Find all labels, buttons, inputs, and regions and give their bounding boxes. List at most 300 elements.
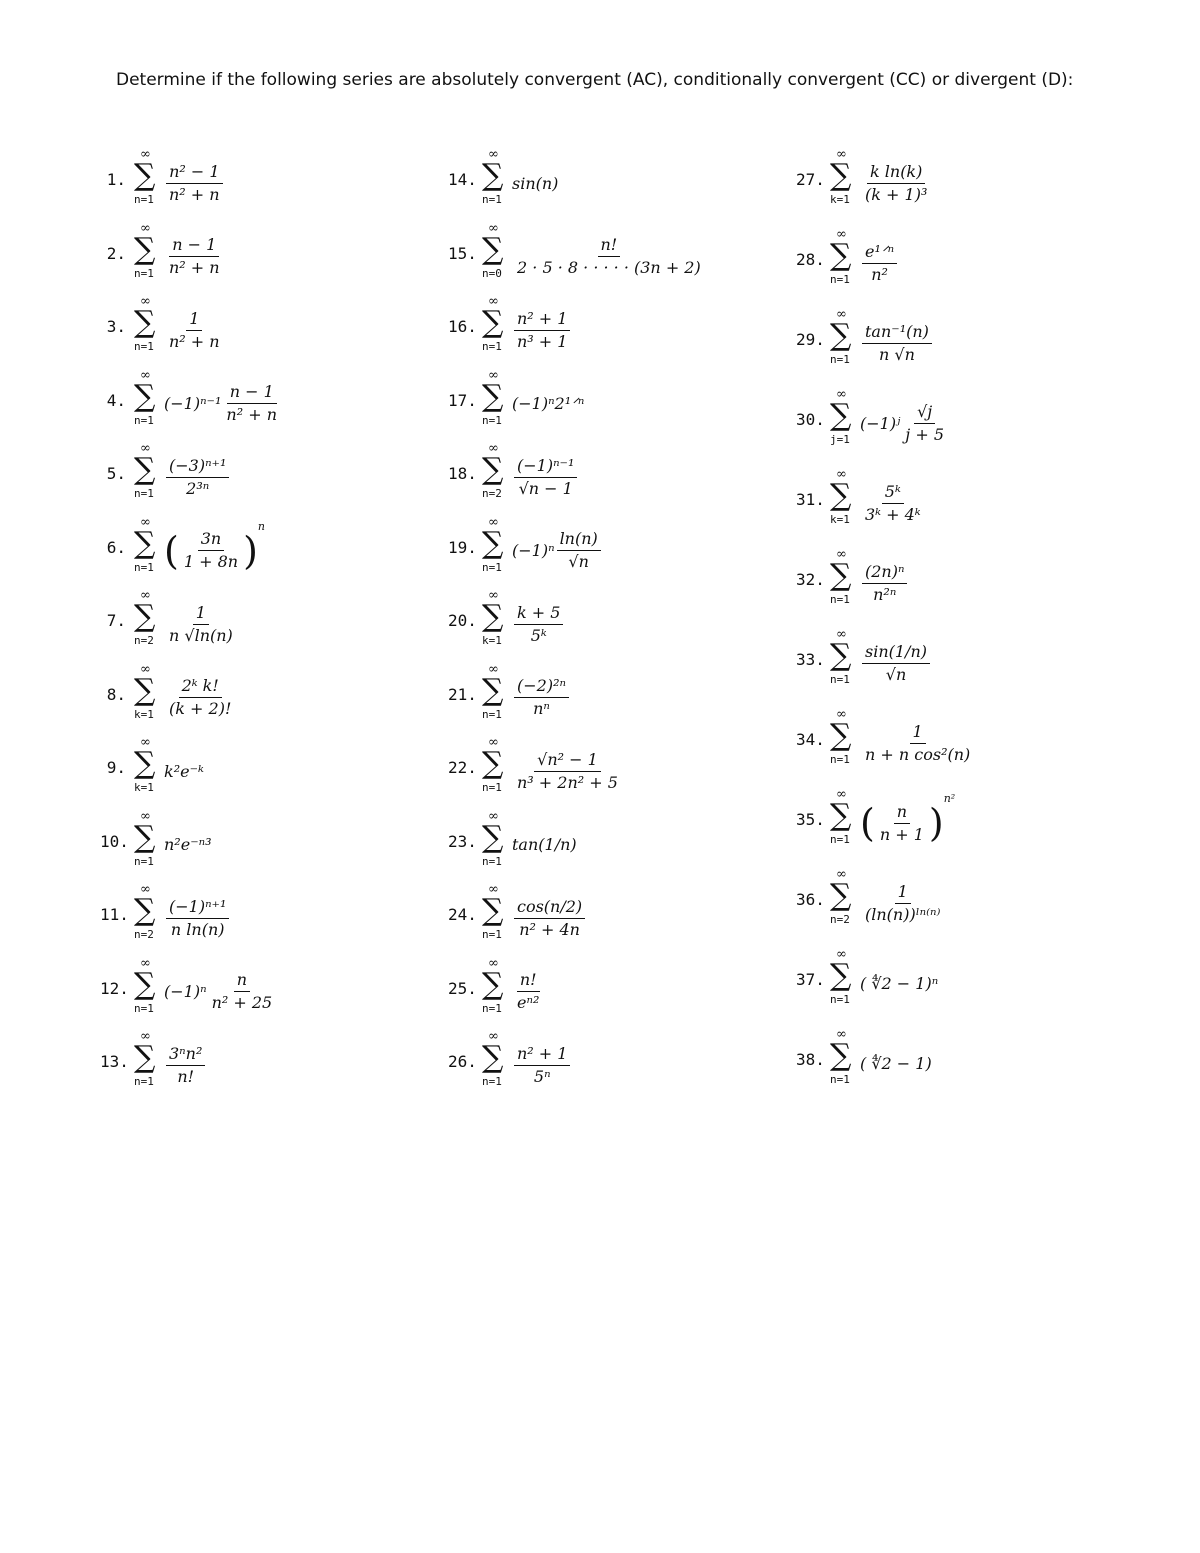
denominator: n² + n bbox=[226, 405, 278, 424]
problem-item bbox=[448, 516, 778, 586]
upper-limit: ∞ bbox=[488, 441, 499, 456]
series-term bbox=[860, 228, 899, 298]
problem-item bbox=[100, 1030, 430, 1100]
problem-number: 4. bbox=[106, 390, 126, 410]
denominator: 2 · 5 · 8 · · · · · (3n + 2) bbox=[517, 258, 701, 277]
fraction bbox=[209, 971, 276, 1012]
problem-number: 35. bbox=[796, 810, 825, 829]
upper-limit: ∞ bbox=[140, 808, 151, 824]
problem-number: 22. bbox=[448, 758, 477, 777]
denominator: 1 + 8n bbox=[183, 552, 239, 571]
denominator: n²ⁿ bbox=[873, 584, 897, 604]
lower-limit: n=1 bbox=[482, 854, 502, 868]
problem-number: 20. bbox=[448, 611, 477, 630]
problem-number: 24. bbox=[448, 905, 477, 924]
fraction bbox=[514, 677, 569, 718]
series-term bbox=[164, 1030, 207, 1100]
lower-limit: n=2 bbox=[482, 487, 502, 500]
problem-item bbox=[796, 948, 1126, 1018]
term-prefix: k²e⁻ᵏ bbox=[164, 761, 204, 781]
lower-limit: k=1 bbox=[830, 513, 850, 526]
sigma-icon: ∑ bbox=[830, 558, 852, 593]
series-term bbox=[512, 663, 571, 733]
problem-number: 38. bbox=[796, 1050, 825, 1069]
numerator: (−3)ⁿ⁺¹ bbox=[166, 457, 229, 478]
problem-number: 10. bbox=[100, 831, 129, 851]
series-term bbox=[860, 388, 949, 458]
numerator: √n² − 1 bbox=[534, 751, 601, 772]
upper-limit: ∞ bbox=[488, 735, 499, 750]
lower-limit: n=1 bbox=[134, 560, 154, 574]
problem-item bbox=[448, 810, 778, 880]
problem-item bbox=[448, 957, 778, 1027]
upper-limit: ∞ bbox=[140, 588, 151, 603]
problem-number: 8. bbox=[106, 684, 126, 704]
numerator: n! bbox=[517, 971, 540, 992]
denominator: n² + n bbox=[169, 258, 220, 277]
series-term bbox=[860, 948, 938, 1018]
series-term bbox=[860, 868, 945, 938]
numerator: sin(1/n) bbox=[862, 643, 930, 664]
fraction bbox=[902, 403, 947, 444]
problem-item bbox=[100, 883, 430, 953]
numerator: √j bbox=[914, 403, 935, 424]
series-term bbox=[860, 1028, 932, 1098]
problem-number: 23. bbox=[448, 831, 477, 851]
series-term bbox=[512, 810, 577, 880]
problem-number: 17. bbox=[448, 390, 477, 410]
numerator: 3n bbox=[198, 530, 224, 551]
problem-item bbox=[100, 442, 430, 512]
upper-limit: ∞ bbox=[488, 955, 499, 971]
problem-number: 34. bbox=[796, 730, 825, 749]
numerator: n − 1 bbox=[169, 236, 219, 257]
problem-item bbox=[448, 295, 778, 365]
denominator: n³ + 2n² + 5 bbox=[517, 772, 618, 792]
numerator: 1 bbox=[910, 723, 926, 744]
upper-limit: ∞ bbox=[488, 294, 499, 309]
lower-limit: n=1 bbox=[134, 1001, 154, 1015]
problem-item bbox=[100, 736, 430, 806]
term-prefix: (−1)ⁿ bbox=[164, 982, 207, 1001]
denominator: n √n bbox=[879, 344, 915, 364]
lower-limit: n=1 bbox=[830, 1073, 850, 1086]
fraction bbox=[862, 723, 973, 764]
fraction bbox=[862, 323, 932, 364]
numerator: k + 5 bbox=[514, 604, 563, 625]
problem-number: 32. bbox=[796, 570, 825, 589]
problem-item bbox=[796, 1028, 1126, 1098]
upper-limit: ∞ bbox=[140, 661, 151, 677]
problem-item bbox=[100, 222, 430, 292]
denominator: √n bbox=[568, 552, 589, 571]
numerator: n bbox=[894, 803, 910, 824]
series-term bbox=[512, 222, 706, 292]
upper-limit: ∞ bbox=[488, 588, 499, 603]
series-term bbox=[164, 663, 236, 733]
upper-limit: ∞ bbox=[836, 787, 847, 802]
series-term bbox=[164, 810, 212, 880]
problem-item bbox=[100, 957, 430, 1027]
sigma-icon: ∑ bbox=[134, 158, 156, 193]
upper-limit: ∞ bbox=[836, 867, 847, 882]
lower-limit: n=1 bbox=[482, 1075, 502, 1088]
upper-limit: ∞ bbox=[488, 367, 499, 383]
problem-number: 5. bbox=[106, 464, 126, 483]
problem-item bbox=[796, 388, 1126, 458]
problem-item bbox=[796, 148, 1126, 218]
fraction bbox=[514, 236, 704, 277]
problem-item bbox=[448, 1030, 778, 1100]
lower-limit: k=1 bbox=[134, 707, 154, 721]
series-term bbox=[164, 589, 238, 659]
denominator: n² + 4n bbox=[519, 919, 580, 939]
series-term bbox=[512, 148, 558, 218]
series-term bbox=[512, 883, 587, 953]
denominator: 5ᵏ bbox=[530, 625, 547, 645]
series-term bbox=[164, 222, 225, 292]
denominator: n² + 25 bbox=[211, 993, 273, 1012]
series-term bbox=[164, 442, 231, 512]
problem-item bbox=[448, 442, 778, 512]
upper-limit: ∞ bbox=[140, 514, 151, 530]
term-prefix: (−1)ʲ bbox=[860, 413, 901, 433]
series-term bbox=[860, 788, 955, 858]
series-term bbox=[164, 883, 231, 953]
fraction bbox=[514, 971, 542, 1012]
sigma-icon: ∑ bbox=[482, 746, 504, 781]
fraction bbox=[514, 1045, 570, 1086]
problem-number: 25. bbox=[448, 978, 477, 998]
lower-limit: n=1 bbox=[134, 340, 154, 353]
sigma-icon: ∑ bbox=[482, 378, 504, 414]
upper-limit: ∞ bbox=[836, 307, 847, 322]
problem-item bbox=[448, 148, 778, 218]
numerator: ln(n) bbox=[557, 530, 601, 551]
fraction bbox=[514, 310, 570, 351]
numerator: (−1)ⁿ⁺¹ bbox=[166, 898, 229, 919]
problem-number: 21. bbox=[448, 684, 477, 704]
numerator: 1 bbox=[895, 883, 911, 904]
fraction bbox=[166, 163, 223, 204]
problem-item bbox=[100, 810, 430, 880]
series-term bbox=[860, 708, 975, 778]
lower-limit: n=2 bbox=[830, 913, 850, 926]
denominator: √n bbox=[885, 664, 907, 684]
numerator: n² − 1 bbox=[166, 163, 222, 184]
left-paren: ( bbox=[860, 801, 875, 845]
term-prefix: (−1)ⁿ2¹ᐟⁿ bbox=[512, 394, 585, 413]
lower-limit: n=1 bbox=[482, 928, 502, 941]
lower-limit: j=1 bbox=[830, 433, 850, 446]
series-term bbox=[164, 295, 225, 365]
denominator: (ln(n))ˡⁿ⁽ⁿ⁾ bbox=[865, 904, 941, 924]
sigma-icon: ∑ bbox=[134, 231, 156, 267]
lower-limit: n=2 bbox=[134, 634, 154, 647]
denominator: (k + 1)³ bbox=[865, 184, 928, 204]
series-term bbox=[512, 295, 572, 365]
denominator: j + 5 bbox=[905, 424, 945, 444]
sigma-icon: ∑ bbox=[134, 599, 156, 634]
sigma-icon: ∑ bbox=[134, 378, 156, 414]
right-paren: ) bbox=[243, 528, 258, 573]
lower-limit: n=2 bbox=[134, 928, 154, 941]
sigma-icon: ∑ bbox=[482, 966, 504, 1002]
numerator: 1 bbox=[186, 310, 202, 331]
sigma-icon: ∑ bbox=[134, 305, 156, 340]
problem-item bbox=[796, 868, 1126, 938]
problem-item bbox=[448, 589, 778, 659]
fraction bbox=[166, 310, 223, 351]
sigma-icon: ∑ bbox=[134, 819, 156, 855]
denominator: n³ + 1 bbox=[517, 331, 568, 351]
instructions-text: Determine if the following series are absolutely convergent (AC), conditionally convergent (CC) or divergent (D): bbox=[116, 70, 1074, 90]
sigma-icon: ∑ bbox=[830, 158, 852, 193]
lower-limit: n=1 bbox=[134, 413, 154, 427]
problem-item bbox=[796, 708, 1126, 778]
denominator: n + 1 bbox=[879, 824, 924, 844]
problem-number: 29. bbox=[796, 330, 825, 349]
sigma-icon: ∑ bbox=[830, 958, 852, 993]
numerator: k ln(k) bbox=[867, 163, 925, 184]
upper-limit: ∞ bbox=[836, 1027, 847, 1042]
sigma-icon: ∑ bbox=[482, 1040, 504, 1075]
sigma-icon: ∑ bbox=[830, 318, 852, 353]
series-term bbox=[164, 736, 204, 806]
series-term bbox=[164, 516, 265, 586]
fraction bbox=[166, 898, 229, 939]
fraction bbox=[862, 563, 907, 604]
upper-limit: ∞ bbox=[140, 882, 151, 897]
denominator: eⁿ² bbox=[517, 993, 540, 1012]
problem-item bbox=[796, 788, 1126, 858]
problem-item bbox=[796, 228, 1126, 298]
lower-limit: n=1 bbox=[830, 593, 850, 606]
series-term bbox=[512, 736, 623, 806]
fraction bbox=[557, 530, 601, 571]
lower-limit: n=1 bbox=[134, 193, 154, 206]
upper-limit: ∞ bbox=[836, 707, 847, 722]
problem-number: 18. bbox=[448, 464, 477, 483]
term-prefix: ( ∜2 − 1)ⁿ bbox=[860, 973, 939, 993]
problem-number: 3. bbox=[106, 317, 126, 336]
upper-limit: ∞ bbox=[836, 547, 847, 562]
numerator: (−1)ⁿ⁻¹ bbox=[514, 457, 577, 478]
lower-limit: n=1 bbox=[134, 266, 154, 280]
series-term bbox=[512, 957, 544, 1027]
lower-limit: n=1 bbox=[830, 353, 850, 366]
problem-number: 19. bbox=[448, 537, 477, 557]
numerator: e¹ᐟⁿ bbox=[862, 243, 897, 264]
fraction bbox=[166, 457, 229, 498]
numerator: 2ᵏ k! bbox=[179, 677, 222, 698]
upper-limit: ∞ bbox=[488, 220, 499, 236]
numerator: 1 bbox=[193, 604, 209, 625]
fraction bbox=[514, 898, 585, 939]
problem-number: 9. bbox=[106, 758, 126, 777]
lower-limit: n=1 bbox=[482, 707, 502, 721]
lower-limit: n=1 bbox=[482, 413, 502, 427]
series-term bbox=[164, 957, 277, 1027]
lower-limit: n=1 bbox=[830, 833, 850, 846]
fraction bbox=[862, 243, 897, 284]
problem-item bbox=[796, 548, 1126, 618]
numerator: 3ⁿn² bbox=[166, 1045, 205, 1066]
numerator: n − 1 bbox=[227, 383, 277, 404]
problem-number: 28. bbox=[796, 250, 825, 269]
denominator: 3ᵏ + 4ᵏ bbox=[865, 504, 921, 524]
lower-limit: n=1 bbox=[830, 753, 850, 766]
upper-limit: ∞ bbox=[836, 387, 847, 402]
problem-item bbox=[100, 369, 430, 439]
upper-limit: ∞ bbox=[836, 467, 847, 482]
sigma-icon: ∑ bbox=[830, 638, 852, 673]
denominator: n! bbox=[177, 1066, 195, 1086]
sigma-icon: ∑ bbox=[134, 672, 156, 708]
sigma-icon: ∑ bbox=[134, 966, 156, 1002]
series-term bbox=[512, 516, 603, 586]
sigma-icon: ∑ bbox=[482, 305, 504, 340]
upper-limit: ∞ bbox=[488, 808, 499, 824]
problem-number: 31. bbox=[796, 490, 825, 509]
fraction bbox=[862, 643, 930, 684]
sigma-icon: ∑ bbox=[482, 158, 504, 193]
term-prefix: n²e⁻ⁿ³ bbox=[164, 835, 212, 854]
denominator: n ln(n) bbox=[170, 919, 225, 939]
series-term bbox=[164, 148, 225, 218]
upper-limit: ∞ bbox=[836, 227, 847, 242]
upper-limit: ∞ bbox=[140, 441, 151, 456]
denominator: n √ln(n) bbox=[169, 625, 233, 645]
problem-number: 7. bbox=[106, 611, 126, 630]
series-term bbox=[512, 589, 565, 659]
denominator: √n − 1 bbox=[518, 478, 573, 498]
sigma-icon: ∑ bbox=[830, 718, 852, 753]
problem-item bbox=[100, 516, 430, 586]
fraction bbox=[166, 1045, 205, 1086]
problem-number: 26. bbox=[448, 1052, 477, 1071]
problem-number: 33. bbox=[796, 650, 825, 669]
problem-item bbox=[100, 663, 430, 733]
problem-number: 11. bbox=[100, 905, 129, 924]
denominator: (k + 2)! bbox=[169, 699, 232, 718]
lower-limit: n=1 bbox=[134, 487, 154, 500]
denominator: n² bbox=[871, 264, 888, 284]
series-term bbox=[860, 468, 926, 538]
sigma-icon: ∑ bbox=[482, 452, 504, 487]
problem-item bbox=[100, 295, 430, 365]
problem-item bbox=[796, 468, 1126, 538]
lower-limit: k=1 bbox=[830, 193, 850, 206]
problem-number: 37. bbox=[796, 970, 825, 989]
series-term bbox=[860, 308, 934, 378]
series-term bbox=[512, 442, 579, 512]
problem-item bbox=[448, 369, 778, 439]
right-paren: ) bbox=[928, 801, 944, 845]
upper-limit: ∞ bbox=[140, 955, 151, 971]
lower-limit: n=1 bbox=[134, 1075, 154, 1088]
problem-number: 12. bbox=[100, 978, 129, 998]
denominator: n² + n bbox=[169, 331, 220, 351]
problem-number: 27. bbox=[796, 170, 825, 189]
sigma-icon: ∑ bbox=[482, 231, 504, 267]
term-prefix: ( ∜2 − 1) bbox=[860, 1053, 932, 1073]
denominator: n + n cos²(n) bbox=[865, 744, 971, 764]
numerator: (2n)ⁿ bbox=[862, 563, 907, 584]
problem-number: 1. bbox=[106, 170, 126, 189]
denominator: 5ⁿ bbox=[533, 1066, 551, 1086]
sigma-icon: ∑ bbox=[134, 452, 156, 487]
problem-number: 14. bbox=[448, 170, 477, 189]
sigma-icon: ∑ bbox=[830, 238, 852, 273]
lower-limit: n=1 bbox=[482, 193, 502, 206]
problem-item bbox=[796, 308, 1126, 378]
upper-limit: ∞ bbox=[488, 514, 499, 530]
sigma-icon: ∑ bbox=[830, 1038, 852, 1073]
lower-limit: n=1 bbox=[134, 854, 154, 868]
term-prefix: (−1)ⁿ bbox=[512, 541, 555, 560]
sigma-icon: ∑ bbox=[482, 525, 504, 561]
fraction bbox=[166, 677, 234, 718]
exponent: n² bbox=[943, 792, 956, 805]
problem-item bbox=[100, 148, 430, 218]
problem-item bbox=[796, 628, 1126, 698]
series-term bbox=[512, 369, 584, 439]
numerator: n bbox=[234, 971, 250, 992]
sigma-icon: ∑ bbox=[830, 478, 852, 513]
fraction bbox=[181, 530, 241, 571]
lower-limit: n=1 bbox=[482, 1001, 502, 1015]
sigma-icon: ∑ bbox=[482, 672, 504, 708]
series-term bbox=[512, 1030, 572, 1100]
upper-limit: ∞ bbox=[488, 1029, 499, 1044]
series-term bbox=[860, 628, 932, 698]
sigma-icon: ∑ bbox=[134, 746, 156, 781]
upper-limit: ∞ bbox=[836, 147, 847, 162]
upper-limit: ∞ bbox=[140, 1029, 151, 1044]
upper-limit: ∞ bbox=[488, 661, 499, 677]
numerator: n! bbox=[598, 236, 621, 257]
sigma-icon: ∑ bbox=[830, 798, 852, 833]
problem-item bbox=[448, 736, 778, 806]
lower-limit: n=1 bbox=[830, 273, 850, 286]
numerator: 5ᵏ bbox=[882, 483, 904, 504]
upper-limit: ∞ bbox=[488, 882, 499, 897]
upper-limit: ∞ bbox=[140, 735, 151, 750]
term-prefix: sin(n) bbox=[512, 173, 559, 193]
upper-limit: ∞ bbox=[140, 367, 151, 383]
numerator: n² + 1 bbox=[514, 310, 570, 331]
problem-number: 2. bbox=[106, 243, 126, 263]
fraction bbox=[166, 604, 236, 645]
upper-limit: ∞ bbox=[836, 627, 847, 642]
left-paren: ( bbox=[164, 528, 179, 573]
fraction bbox=[223, 383, 280, 424]
problem-number: 15. bbox=[448, 243, 477, 263]
lower-limit: n=1 bbox=[482, 560, 502, 574]
sigma-icon: ∑ bbox=[482, 819, 504, 855]
upper-limit: ∞ bbox=[140, 147, 151, 162]
problem-item bbox=[448, 883, 778, 953]
problem-item bbox=[448, 663, 778, 733]
sigma-icon: ∑ bbox=[830, 398, 852, 433]
numerator: n² + 1 bbox=[514, 1045, 570, 1066]
denominator: n² + n bbox=[169, 184, 220, 204]
upper-limit: ∞ bbox=[488, 147, 499, 162]
fraction bbox=[877, 803, 927, 844]
problem-number: 16. bbox=[448, 317, 477, 336]
fraction bbox=[514, 457, 577, 498]
